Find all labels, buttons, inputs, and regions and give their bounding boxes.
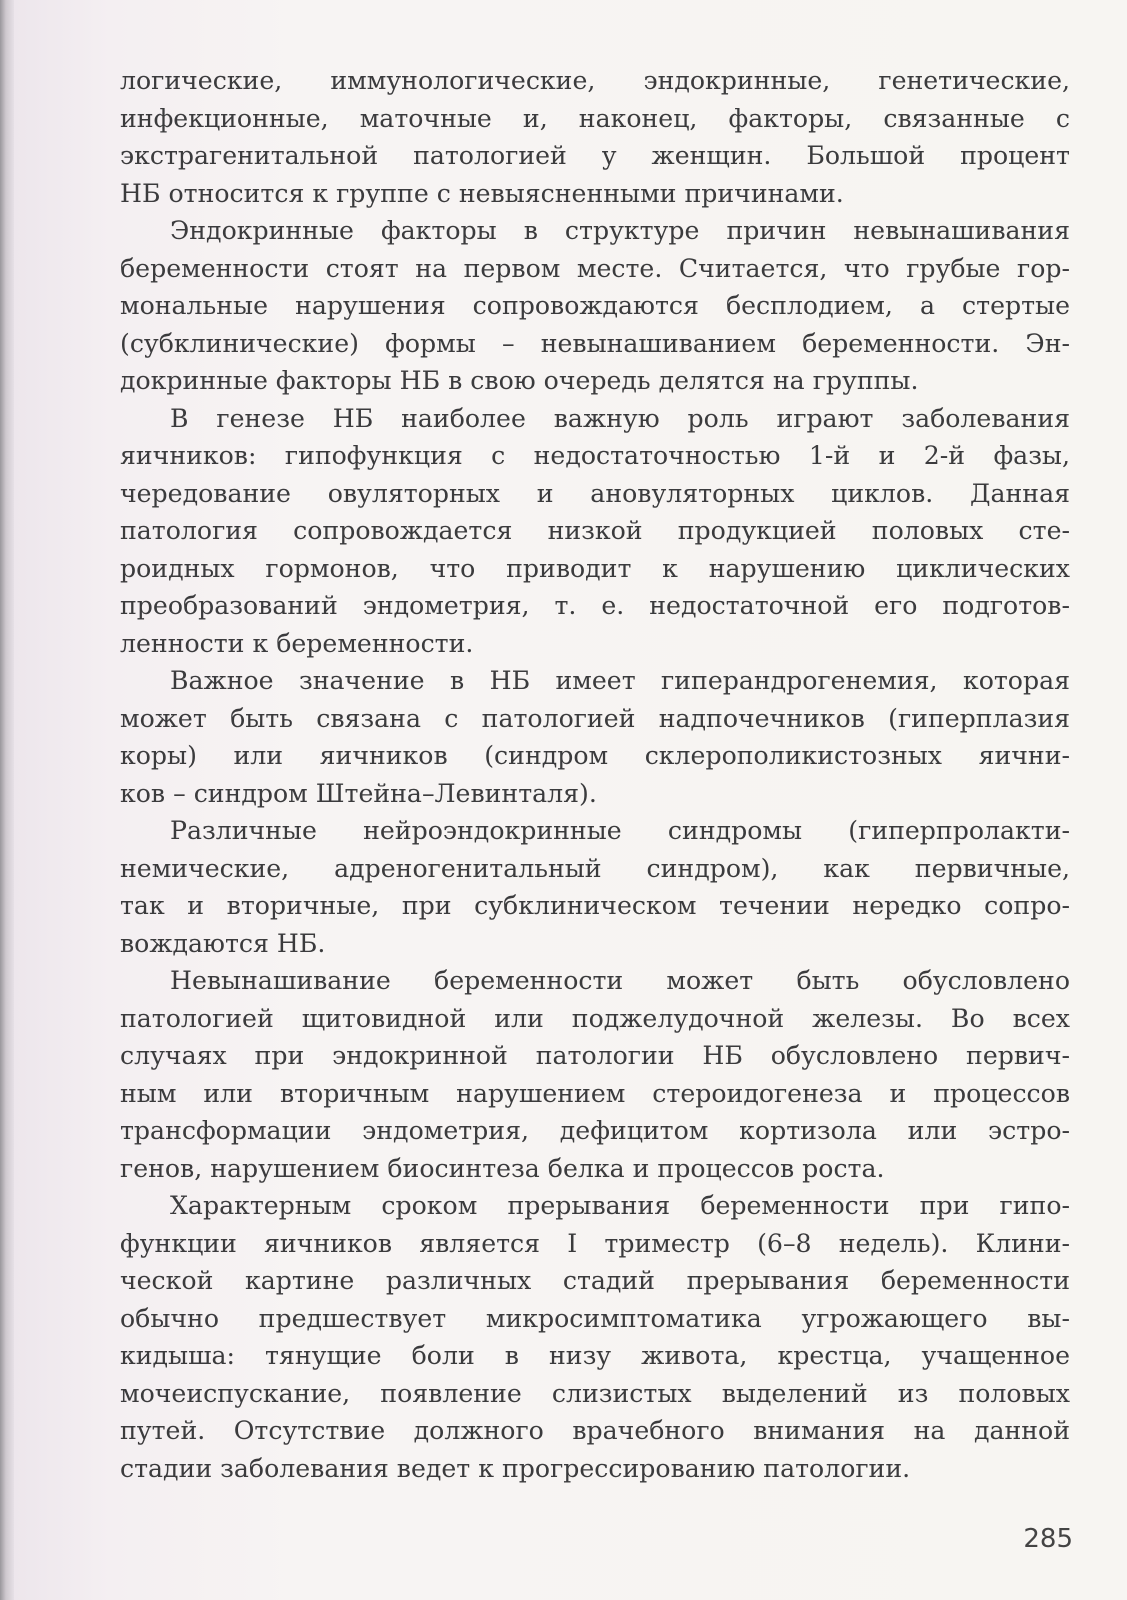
text-line: докринные факторы НБ в свою очередь делятся на группы. [120,366,919,395]
binding-edge [0,0,14,1600]
page-number: 285 [1023,1524,1073,1554]
text-line: ным или вторичным нарушением стероидогенеза и процессов [120,1078,1070,1108]
paragraph [120,212,1070,400]
text-line: Различные нейроэндокринные синдромы (гиперпролакти- [170,816,1070,845]
text-line: ков – синдром Штейна–Левинталя). [120,778,597,808]
text-line: экстрагенитальной патологией у женщин. Большой процент [120,141,1070,170]
text-line: патология сопровождается низкой продукцией половых сте- [120,516,1070,545]
text-line: логические, иммунологические, эндокринные, генетические, [120,66,1070,95]
text-line: случаях при эндокринной патологии НБ обусловлено первич- [120,1041,1070,1070]
text-line: трансформации эндометрия, дефицитом кортизола или эстро- [120,1116,1070,1145]
text-line: путей. Отсутствие должного врачебного внимания на данной [120,1416,1070,1445]
paragraph [120,662,1070,812]
text-line: Характерным сроком прерывания беременности при гипо- [170,1191,1070,1220]
text-line: генов, нарушением биосинтеза белка и процессов роста. [120,1153,885,1183]
text-line: преобразований эндометрия, т. е. недостаточной его подготов- [120,591,1070,620]
paragraph [120,962,1070,1187]
text-line: мочеиспускание, появление слизистых выделений из половых [120,1378,1070,1408]
text-line: Важное значение в НБ имеет гиперандрогенемия, которая [170,666,1070,695]
text-line: кидыша: тянущие боли в низу живота, крестца, учащенное [120,1341,1070,1370]
text-line: обычно предшествует микросимптоматика угрожающего вы- [120,1303,1070,1333]
paragraph [120,812,1070,962]
text-line: Невынашивание беременности может быть обусловлено [170,966,1070,995]
text-line: ленности к беременности. [120,628,474,658]
text-line: инфекционные, маточные и, наконец, факторы, связанные с [120,103,1070,133]
text-line: яичников: гипофункция с недостаточностью 1-й и 2-й фазы, [120,441,1070,470]
text-line: Эндокринные факторы в структуре причин невынашивания [170,216,1070,245]
text-line: патологией щитовидной или поджелудочной железы. Во всех [120,1003,1070,1033]
text-line: вождаются НБ. [120,928,326,958]
text-line: (субклинические) формы – невынашиванием беременности. Эн- [120,328,1070,358]
text-line: НБ относится к группе с невыясненными причинами. [120,178,844,208]
body-text [120,62,1070,1487]
text-line: немические, адреногенитальный синдром), как первичные, [120,853,1070,883]
text-line: В генезе НБ наиболее важную роль играют заболевания [170,403,1070,433]
text-line: стадии заболевания ведет к прогрессированию патологии. [120,1453,911,1483]
text-line: функции яичников является I триместр (6–8 недель). Клини- [120,1228,1070,1258]
text-line: беременности стоят на первом месте. Считается, что грубые гор- [120,253,1070,283]
text-line: ческой картине различных стадий прерывания беременности [120,1266,1070,1295]
paragraph [120,62,1070,212]
text-line: может быть связана с патологией надпочечников (гиперплазия [120,703,1070,733]
text-line: чередование овуляторных и ановуляторных циклов. Данная [120,478,1070,508]
paragraph [120,400,1070,663]
text-line: мональные нарушения сопровождаются бесплодием, а стертые [120,291,1070,320]
text-line: коры) или яичников (синдром склерополикистозных яични- [120,741,1070,770]
paragraph [120,1187,1070,1487]
text-line: так и вторичные, при субклиническом течении нередко сопро- [120,891,1070,920]
text-line: роидных гормонов, что приводит к нарушению циклических [120,553,1070,583]
